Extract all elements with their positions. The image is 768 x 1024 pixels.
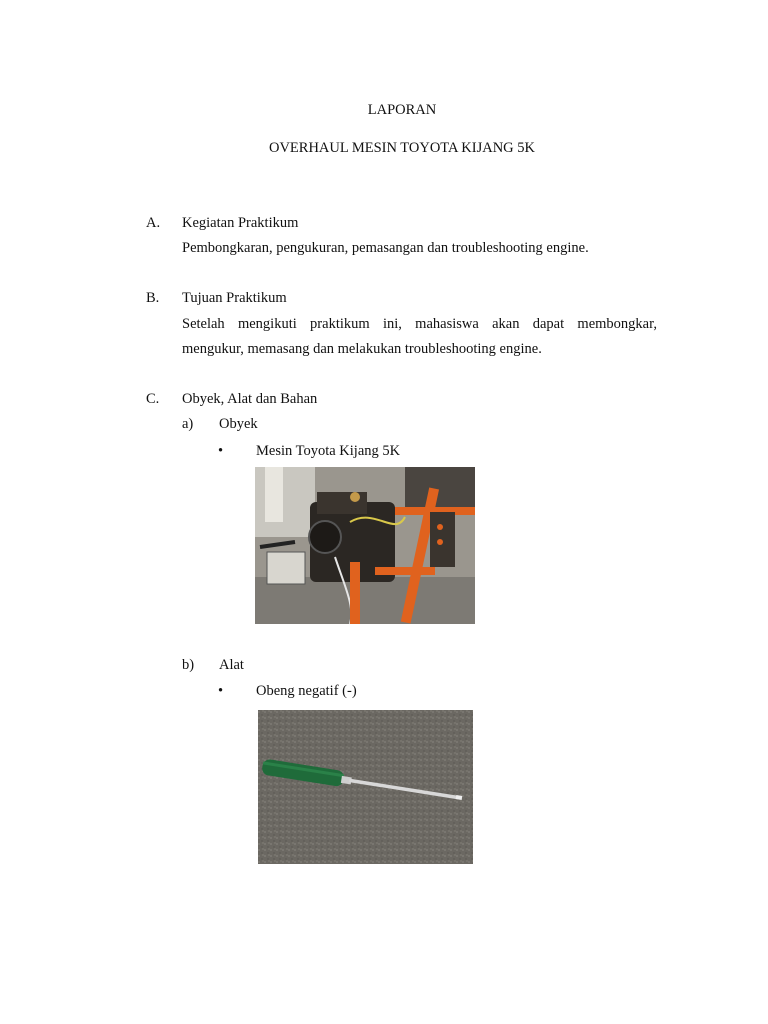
document-subtitle: OVERHAUL MESIN TOYOTA KIJANG 5K [268,140,535,156]
sub-a-bullet: • [218,443,224,459]
section-b-marker: B. [146,290,160,306]
sub-b-bullet: • [218,683,224,699]
section-a-body: Pembongkaran, pengukuran, pemasangan dan troubleshooting engine. [182,240,589,256]
sub-b-marker: b) [182,657,195,673]
sub-b-label: Alat [219,657,244,673]
section-b-body-line1: Setelah mengikuti praktikum ini, mahasiswa akan dapat membongkar, [182,316,657,332]
section-a-heading: Kegiatan Praktikum [182,215,299,231]
section-a-marker: A. [146,215,161,231]
sub-a-marker: a) [182,416,194,432]
section-b-heading: Tujuan Praktikum [182,290,287,306]
section-c-marker: C. [146,391,160,407]
sub-a-item: Mesin Toyota Kijang 5K [256,443,401,459]
sub-a-label: Obyek [219,416,258,432]
sub-b-item: Obeng negatif (-) [256,683,357,699]
section-b-body-line2: mengukur, memasang dan melakukan troubleshooting engine. [182,341,542,357]
document-title: LAPORAN [367,102,437,118]
section-c-heading: Obyek, Alat dan Bahan [182,391,318,407]
screwdriver-photo [258,710,473,864]
engine-photo [255,467,475,624]
